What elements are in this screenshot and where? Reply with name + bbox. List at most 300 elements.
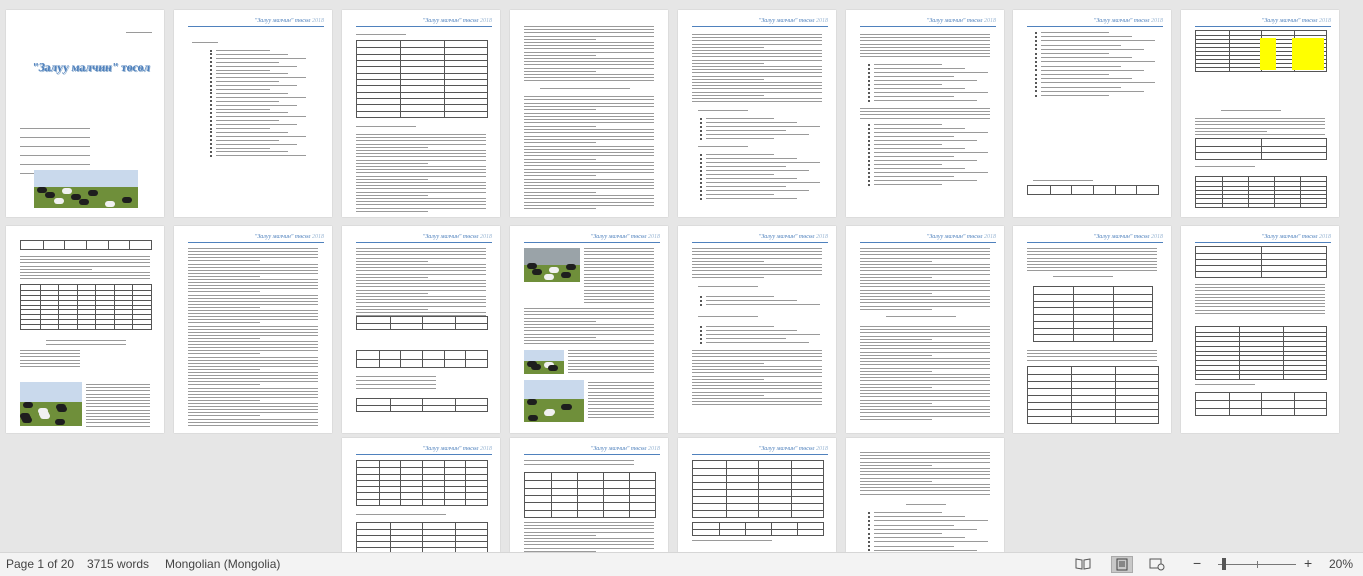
page-thumbnail[interactable] — [510, 438, 668, 552]
header-rule — [692, 26, 828, 27]
page-thumbnail[interactable] — [510, 226, 668, 433]
text-line — [692, 98, 822, 99]
page-thumbnail[interactable] — [1013, 226, 1171, 433]
text-line — [1195, 284, 1325, 285]
text-line — [706, 190, 809, 191]
page-thumbnail[interactable] — [342, 226, 500, 433]
text-line — [568, 353, 654, 354]
status-bar — [0, 552, 1363, 576]
text-line — [524, 36, 654, 37]
small-table — [356, 398, 488, 412]
text-line — [188, 409, 318, 410]
header-rule — [1027, 26, 1163, 27]
text-line — [874, 140, 977, 141]
text-line — [524, 106, 654, 107]
text-line — [524, 29, 654, 30]
web-layout-button[interactable] — [1147, 556, 1169, 573]
text-line — [524, 96, 654, 97]
text-line — [874, 64, 942, 65]
text-line — [86, 416, 150, 417]
text-line — [524, 80, 654, 81]
bullet — [1035, 86, 1037, 88]
page-header-year: 2018 — [1319, 18, 1331, 24]
text-line — [692, 356, 822, 357]
text-line — [706, 174, 774, 175]
text-line — [356, 198, 486, 199]
page-thumbnail[interactable] — [174, 10, 332, 217]
text-line — [524, 195, 654, 196]
text-line — [706, 122, 797, 123]
zoom-level[interactable]: 20% — [1329, 557, 1354, 571]
text-line — [860, 56, 990, 57]
text-line — [1195, 124, 1325, 125]
text-line — [860, 403, 932, 404]
language-indicator[interactable]: Mongolian (Mongolia) — [165, 557, 281, 571]
text-line — [860, 406, 990, 407]
text-line — [86, 406, 150, 407]
text-line — [874, 541, 988, 542]
bullet — [210, 92, 212, 94]
text-line — [692, 101, 822, 102]
text-line — [860, 416, 990, 417]
text-line — [356, 163, 428, 164]
page-thumbnail[interactable] — [846, 10, 1004, 217]
cattle-photo — [524, 248, 580, 282]
bullet — [700, 304, 702, 306]
text-line — [188, 400, 260, 401]
text-line — [188, 384, 260, 385]
text-line — [874, 124, 942, 125]
text-line — [584, 296, 654, 297]
text-line — [860, 452, 990, 453]
bullet — [700, 186, 702, 188]
text-line — [860, 368, 990, 369]
text-line — [524, 26, 654, 27]
text-line — [86, 397, 150, 398]
bullet — [868, 176, 870, 178]
text-line — [874, 184, 942, 185]
text-line — [698, 110, 748, 111]
text-line — [524, 155, 654, 156]
data-table — [1195, 176, 1327, 208]
page-thumbnail[interactable] — [342, 10, 500, 217]
bullet — [700, 300, 702, 302]
text-line — [524, 169, 654, 170]
text-line — [216, 128, 270, 129]
text-line — [860, 296, 990, 297]
bullet — [210, 131, 212, 133]
text-line — [692, 47, 764, 48]
page-header — [759, 446, 828, 452]
text-line — [216, 144, 297, 145]
text-line — [356, 312, 486, 313]
text-line — [356, 176, 486, 177]
header-rule — [692, 454, 828, 455]
text-line — [860, 261, 932, 262]
text-line — [874, 128, 965, 129]
bullet — [868, 84, 870, 86]
text-line — [860, 400, 990, 401]
page-header-year: 2018 — [984, 18, 996, 24]
text-line — [584, 290, 654, 291]
text-line — [524, 58, 654, 59]
text-line — [188, 329, 318, 330]
header-rule — [1195, 26, 1331, 27]
text-line — [356, 150, 486, 151]
header-rule — [524, 242, 660, 243]
text-line — [356, 185, 486, 186]
page-thumbnail[interactable] — [678, 226, 836, 433]
text-line — [524, 109, 596, 110]
text-line — [524, 208, 596, 209]
text-line — [584, 274, 654, 275]
text-line — [692, 50, 822, 51]
text-line — [524, 152, 654, 153]
text-line — [86, 413, 150, 414]
text-line — [524, 55, 596, 56]
word-count[interactable]: 3715 words — [87, 557, 150, 571]
text-line — [860, 364, 990, 365]
bullet — [210, 112, 212, 114]
text-line — [692, 350, 822, 351]
text-line — [692, 69, 822, 70]
bullet — [868, 545, 870, 547]
text-line — [356, 195, 428, 196]
text-line — [692, 264, 822, 265]
text-line — [1027, 353, 1157, 354]
text-line — [860, 455, 990, 456]
page-thumbnail[interactable] — [174, 226, 332, 433]
text-line — [860, 248, 990, 249]
text-line — [216, 97, 306, 98]
page-header-title: "Залуу малчин" төсөл — [758, 234, 816, 240]
text-line — [356, 251, 486, 252]
text-line — [188, 397, 318, 398]
page-header — [423, 18, 492, 24]
page-header-title: "Залуу малчин" төсөл — [422, 446, 480, 452]
text-line — [188, 350, 318, 351]
text-line — [584, 254, 654, 255]
text-line — [524, 136, 654, 137]
page-thumbnail[interactable] — [678, 10, 836, 217]
text-line — [860, 468, 990, 469]
read-mode-button[interactable] — [1073, 556, 1095, 573]
bullet — [868, 96, 870, 98]
text-line — [692, 267, 822, 268]
text-line — [706, 138, 774, 139]
page-thumbnail[interactable] — [1013, 10, 1171, 217]
highlighted-cells — [1292, 38, 1324, 70]
text-line — [860, 270, 990, 271]
bullet — [700, 118, 702, 120]
zoom-slider-thumb[interactable] — [1222, 558, 1226, 570]
text-line — [692, 261, 764, 262]
text-line — [356, 201, 486, 202]
text-line — [188, 264, 318, 265]
page-thumbnail[interactable] — [846, 226, 1004, 433]
text-line — [874, 546, 954, 547]
text-line — [692, 95, 764, 96]
text-line — [584, 277, 654, 278]
bullet — [210, 85, 212, 87]
bullet — [210, 100, 212, 102]
text-line — [692, 34, 822, 35]
text-line — [356, 182, 486, 183]
text-line — [692, 72, 822, 73]
text-line — [216, 148, 270, 149]
text-line — [356, 34, 406, 35]
text-line — [588, 404, 654, 405]
text-line — [692, 274, 822, 275]
text-line — [588, 408, 654, 409]
bullet — [700, 174, 702, 176]
text-line — [188, 291, 260, 292]
text-line — [706, 186, 786, 187]
bullet — [210, 73, 212, 75]
bullet — [210, 108, 212, 110]
text-line — [588, 392, 654, 393]
text-line — [356, 160, 486, 161]
page-header — [759, 234, 828, 240]
text-line — [706, 118, 774, 119]
bullet — [868, 72, 870, 74]
text-line — [874, 80, 977, 81]
text-line — [568, 350, 654, 351]
text-line — [1041, 40, 1155, 41]
bullet — [700, 166, 702, 168]
text-line — [860, 293, 932, 294]
text-line — [860, 329, 990, 330]
page-header — [423, 446, 492, 452]
text-line — [1195, 290, 1325, 291]
text-line — [588, 417, 654, 418]
text-line — [356, 388, 436, 389]
text-line — [706, 338, 786, 339]
text-line — [1195, 121, 1325, 122]
text-line — [692, 401, 822, 402]
text-line — [524, 192, 596, 193]
page-header — [255, 234, 324, 240]
text-line — [706, 134, 809, 135]
bullet — [1035, 40, 1037, 42]
bullet — [1035, 32, 1037, 34]
text-line — [524, 538, 654, 539]
text-line — [860, 114, 990, 115]
text-line — [216, 62, 279, 63]
text-line — [356, 302, 486, 303]
page-thumbnail[interactable] — [510, 10, 668, 217]
text-line — [1041, 91, 1144, 92]
text-line — [356, 192, 486, 193]
text-line — [356, 267, 486, 268]
text-line — [524, 334, 654, 335]
text-line — [356, 277, 428, 278]
page-thumbnail[interactable] — [846, 438, 1004, 552]
page-thumbnail[interactable] — [6, 10, 164, 217]
text-line — [584, 270, 654, 271]
text-line — [692, 270, 822, 271]
page-thumbnail[interactable] — [678, 438, 836, 552]
bullet — [700, 326, 702, 328]
text-line — [860, 494, 990, 495]
text-line — [216, 58, 306, 59]
text-line — [1041, 66, 1121, 67]
text-line — [860, 412, 990, 413]
text-line — [692, 82, 822, 83]
text-line — [1041, 45, 1121, 46]
zoom-out-button[interactable]: − — [1193, 555, 1202, 571]
text-line — [356, 290, 486, 291]
header-rule — [1027, 242, 1163, 243]
text-line — [356, 296, 486, 297]
text-line — [874, 180, 977, 181]
text-line — [20, 275, 150, 276]
text-line — [874, 132, 988, 133]
text-line — [188, 251, 318, 252]
text-line — [524, 464, 634, 465]
page-header-title: "Залуу малчин" төсөл — [590, 234, 648, 240]
text-line — [188, 285, 318, 286]
text-line — [216, 109, 270, 110]
text-line — [584, 264, 654, 265]
bullet — [700, 198, 702, 200]
text-line — [216, 116, 306, 117]
text-line — [20, 353, 80, 354]
text-line — [692, 277, 764, 278]
text-line — [860, 384, 990, 385]
text-line — [216, 81, 279, 82]
text-line — [1041, 32, 1109, 33]
text-line — [524, 548, 654, 549]
text-line — [1027, 261, 1157, 262]
text-line — [86, 419, 150, 420]
text-line — [524, 45, 654, 46]
page-header-title: "Залуу малчин" төсөл — [254, 18, 312, 24]
text-line — [188, 279, 318, 280]
page-thumbnail[interactable] — [342, 438, 500, 552]
page-thumbnail[interactable] — [1181, 226, 1339, 433]
bullet — [700, 170, 702, 172]
page-header — [255, 18, 324, 24]
zoom-in-button[interactable]: + — [1304, 555, 1313, 571]
text-line — [356, 254, 486, 255]
page-count[interactable]: Page 1 of 20 — [6, 557, 75, 571]
text-line — [860, 458, 990, 459]
text-line — [524, 541, 654, 542]
text-line — [1041, 74, 1109, 75]
page-thumbnail[interactable] — [1181, 10, 1339, 217]
page-thumbnail[interactable] — [6, 226, 164, 433]
text-line — [356, 204, 486, 205]
text-line — [874, 550, 977, 551]
text-line — [356, 248, 486, 249]
text-line — [524, 330, 654, 331]
text-line — [188, 363, 318, 364]
text-line — [356, 169, 486, 170]
text-line — [1195, 131, 1267, 132]
text-line — [874, 172, 988, 173]
text-line — [524, 343, 654, 344]
text-line — [524, 324, 654, 325]
page-header — [927, 234, 996, 240]
text-line — [874, 533, 942, 534]
print-layout-button[interactable] — [1111, 556, 1133, 573]
text-line — [188, 295, 318, 296]
bullet — [868, 132, 870, 134]
text-line — [874, 152, 988, 153]
text-line — [588, 385, 654, 386]
text-line — [692, 385, 822, 386]
text-line — [356, 172, 486, 173]
text-line — [188, 301, 318, 302]
text-line — [524, 182, 654, 183]
text-line — [1195, 297, 1325, 298]
header-rule — [356, 26, 492, 27]
text-line — [188, 360, 318, 361]
text-line — [216, 93, 288, 94]
bullet — [868, 549, 870, 551]
page-header-title: "Залуу малчин" төсөл — [1093, 18, 1151, 24]
text-line — [188, 347, 318, 348]
bullet — [868, 516, 870, 518]
page-header-year: 2018 — [648, 234, 660, 240]
text-line — [1041, 87, 1121, 88]
bullet — [210, 89, 212, 91]
text-line — [524, 165, 654, 166]
header-rule — [188, 26, 324, 27]
text-line — [692, 60, 822, 61]
bullet — [210, 151, 212, 153]
bullet — [700, 182, 702, 184]
text-line — [692, 85, 822, 86]
bullet — [1035, 82, 1037, 84]
text-line — [860, 352, 990, 353]
text-line — [860, 254, 990, 255]
text-line — [886, 316, 956, 317]
text-line — [524, 39, 596, 40]
text-line — [524, 68, 654, 69]
text-line — [874, 520, 988, 521]
text-line — [692, 392, 822, 393]
text-line — [86, 426, 150, 427]
text-line — [524, 535, 596, 536]
text-line — [216, 66, 297, 67]
text-line — [524, 159, 596, 160]
text-line — [692, 79, 764, 80]
text-line — [524, 198, 654, 199]
plan-table — [1195, 138, 1327, 160]
text-line — [874, 76, 954, 77]
text-line — [1195, 128, 1325, 129]
text-line — [20, 350, 80, 351]
text-line — [584, 299, 654, 300]
text-line — [860, 258, 990, 259]
text-line — [20, 360, 80, 361]
text-line — [524, 311, 654, 312]
text-line — [216, 151, 288, 152]
text-line — [216, 132, 288, 133]
text-line — [1195, 134, 1325, 135]
text-line — [692, 540, 772, 541]
text-line — [568, 369, 654, 370]
text-line — [692, 251, 822, 252]
text-line — [524, 71, 596, 72]
text-line — [86, 410, 150, 411]
text-line — [356, 156, 486, 157]
bullet — [210, 128, 212, 130]
text-line — [524, 188, 654, 189]
text-line — [188, 391, 318, 392]
